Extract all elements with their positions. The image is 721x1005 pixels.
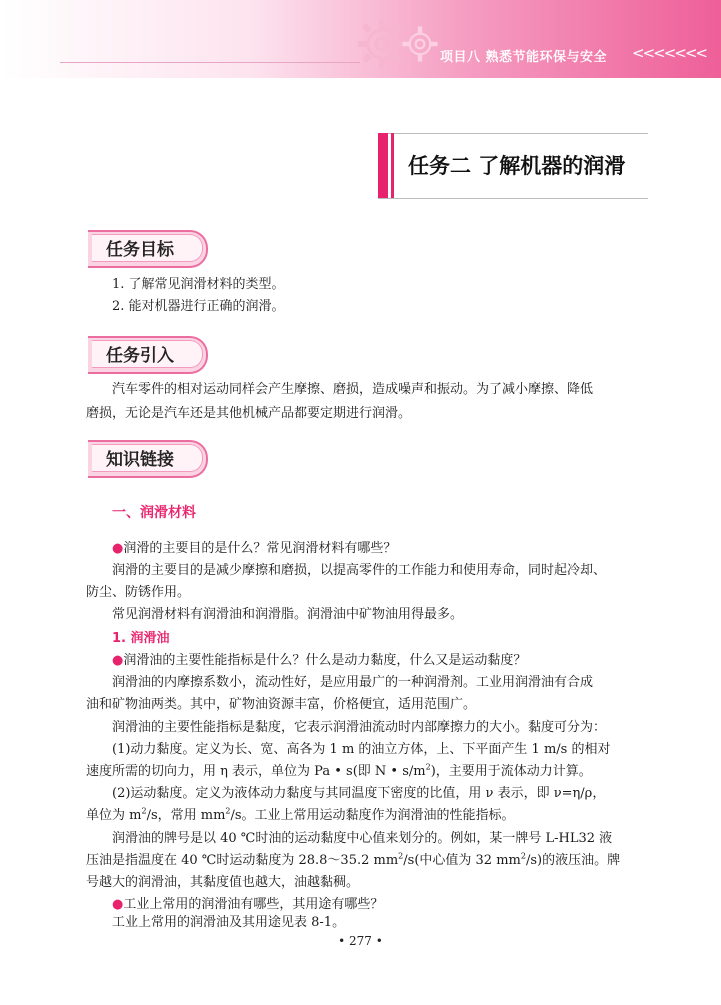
goal-item: 2. 能对机器进行正确的润滑。 bbox=[112, 299, 285, 314]
task-title-accent bbox=[378, 133, 388, 198]
question-line: ●工业上常用的润滑油有哪些，其用途有哪些？ bbox=[112, 897, 384, 912]
body-line: 常见润滑材料有润滑油和润滑脂。润滑油中矿物油用得最多。 bbox=[112, 607, 464, 622]
question-line: ●润滑的主要目的是什么？常见润滑材料有哪些？ bbox=[112, 541, 397, 556]
body-line: 压油是指温度在 40 ℃时运动黏度为 28.8～35.2 $mm^2/s$(中心值为 32 $mm^2/s$)的液压油。牌 bbox=[86, 851, 621, 868]
section-badge-goals bbox=[88, 230, 214, 266]
intro-paragraph-line: 汽车零件的相对运动同样会产生摩擦、磨损，造成噪声和振动。为了减小摩擦、降低 bbox=[112, 382, 594, 397]
bullet-icon: ● bbox=[112, 897, 124, 912]
body-line: 润滑油的牌号是以 40 ℃时油的运动黏度中心值来划分的。例如，某一牌号 L-HL32 液 bbox=[112, 831, 613, 846]
gear-icon bbox=[398, 22, 442, 66]
section-badge-intro bbox=[88, 336, 214, 372]
section-badge-label: 任务目标 bbox=[106, 240, 174, 260]
goal-item: 1. 了解常见润滑材料的类型。 bbox=[112, 277, 285, 292]
body-line: 润滑的主要目的是减少摩擦和磨损，以提高零件的工作能力和使用寿命，同时起冷却、 bbox=[112, 563, 607, 578]
section-badge-knowledge bbox=[88, 440, 214, 476]
section-badge-label: 任务引入 bbox=[106, 346, 174, 366]
task-title: 任务二 了解机器的润滑 bbox=[408, 154, 626, 178]
header-rule bbox=[60, 62, 360, 63]
body-line: 速度所需的切向力，用 η 表示，单位为 Pa • s(即 N • $s/m^2$)，主要用于流体动力计算。 bbox=[86, 762, 592, 779]
bullet-icon: ● bbox=[112, 541, 124, 556]
intro-paragraph-line: 磨损，无论是汽车还是其他机械产品都要定期进行润滑。 bbox=[86, 406, 412, 421]
body-line: 油和矿物油两类。其中，矿物油资源丰富，价格便宜，适用范围广。 bbox=[86, 697, 477, 712]
header-arrows: <<<<<<< bbox=[632, 44, 706, 62]
section-badge-label: 知识链接 bbox=[106, 450, 174, 470]
question-line: ●润滑油的主要性能指标是什么？什么是动力黏度，什么又是运动黏度？ bbox=[112, 653, 527, 668]
page-number: • 277 • bbox=[338, 934, 383, 948]
header-chapter-title: 项目八 熟悉节能环保与安全 bbox=[440, 50, 608, 65]
body-line: (2)运动黏度。定义为液体动力黏度与其同温度下密度的比值，用 ν 表示，即 ν=η/ρ， bbox=[112, 786, 606, 801]
subheading-lubricating-oil: 1. 润滑油 bbox=[112, 631, 170, 646]
heading-lubricating-materials: 一、润滑材料 bbox=[112, 505, 196, 521]
body-line: 润滑油的内摩擦系数小，流动性好，是应用最广的一种润滑剂。工业用润滑油有合成 bbox=[112, 675, 594, 690]
bullet-icon: ● bbox=[112, 653, 124, 668]
body-line: 号越大的润滑油，其黏度值也越大，油越黏稠。 bbox=[86, 875, 360, 890]
task-title-accent-thin bbox=[391, 133, 394, 198]
body-line: (1)动力黏度。定义为长、宽、高各为 1 m 的油立方体，上、下平面产生 1 m/s 的相对 bbox=[112, 742, 611, 757]
body-line: 润滑油的主要性能指标是黏度，它表示润滑油流动时内部摩擦力的大小。黏度可分为： bbox=[112, 720, 607, 735]
body-line: 防尘、防锈作用。 bbox=[86, 585, 191, 600]
body-line: 单位为 $m^2/s$，常用 $mm^2/s$。工业上常用运动黏度作为润滑油的性能指标。 bbox=[86, 806, 515, 823]
body-line: 工业上常用的润滑油及其用途见表 8-1。 bbox=[112, 915, 346, 930]
